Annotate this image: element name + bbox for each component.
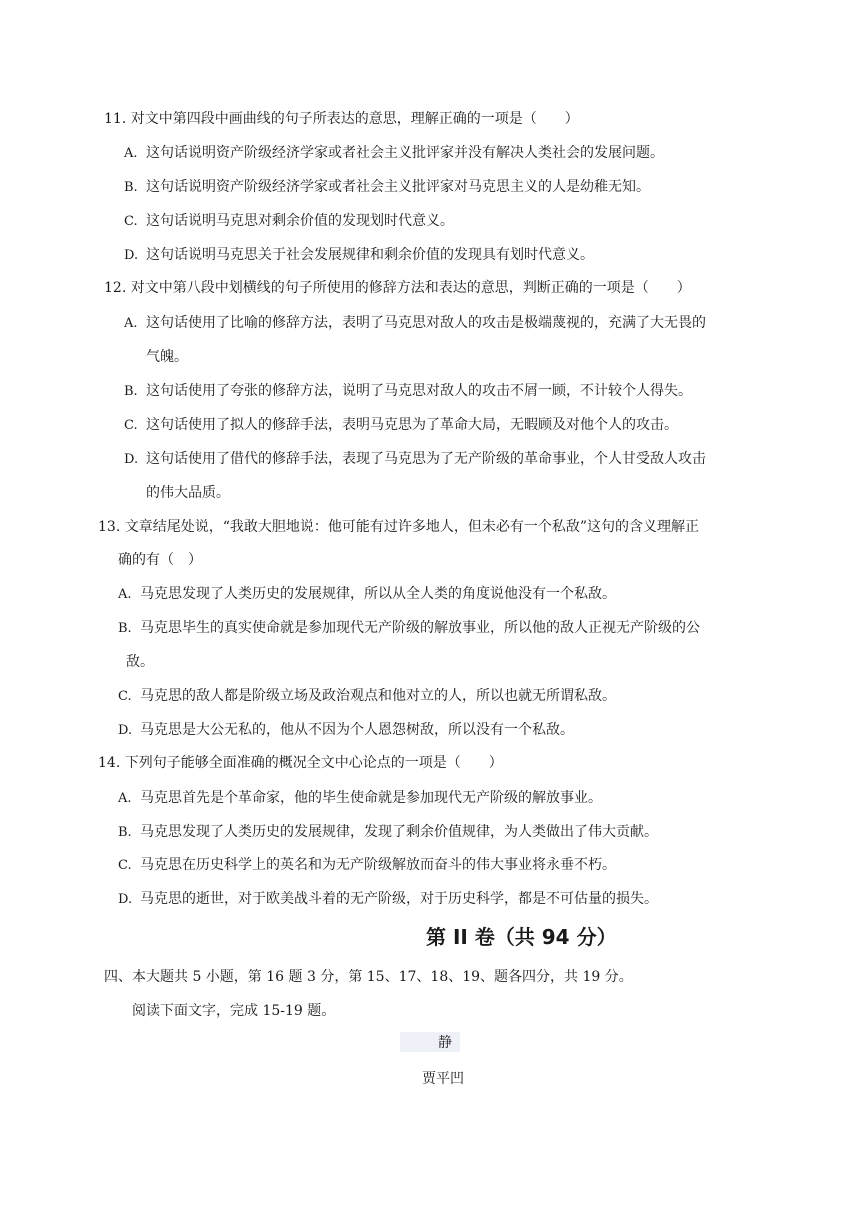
- option-letter: C.: [124, 418, 138, 433]
- question-14-option-d: [118, 882, 758, 917]
- option-letter: B.: [118, 621, 132, 636]
- option-letter: D.: [118, 723, 133, 738]
- question-11-option-d: [124, 238, 764, 273]
- option-text: 马克思在历史科学上的英名和为无产阶级解放而奋斗的伟大事业将永垂不朽。: [140, 857, 616, 873]
- question-13-option-a: [118, 577, 758, 612]
- option-letter: A.: [118, 587, 132, 602]
- question-13-option-d: [118, 713, 758, 748]
- section-heading: 第 II 卷（共 94 分）: [426, 925, 617, 949]
- option-letter: A.: [118, 791, 132, 806]
- option-text: 马克思是大公无私的，他从不因为个人恩怨树敌，所以没有一个私敌。: [140, 722, 574, 738]
- section-four-instructions: 四、本大题共 5 小题，第 16 题 3 分，第 15、17、18、19、题各四分，共 19 分。: [104, 969, 633, 985]
- question-14-option-b: [118, 815, 758, 850]
- option-letter: A.: [124, 316, 138, 331]
- option-text: 这句话说明资产阶级经济学家或者社会主义批评家并没有解决人类社会的发展问题。: [146, 145, 664, 161]
- question-11-option-b: [124, 170, 764, 205]
- question-12-option-d-continuation: 的伟大品质。: [146, 485, 230, 501]
- question-13-stem: 13. 文章结尾处说，“我敢大胆地说：他可能有过许多地人，但未必有一个私敌”这句的含义理解正: [98, 519, 700, 535]
- option-text: 马克思发现了人类历史的发展规律，发现了剩余价值规律，为人类做出了伟大贡献。: [140, 824, 658, 840]
- option-letter: B.: [118, 825, 132, 840]
- option-text: 这句话说明马克思对剩余价值的发现划时代意义。: [146, 213, 454, 229]
- option-letter: D.: [124, 452, 139, 467]
- option-text: 马克思毕生的真实使命就是参加现代无产阶级的解放事业，所以他的敌人正视无产阶级的公: [140, 620, 700, 636]
- option-text: 这句话说明资产阶级经济学家或者社会主义批评家对马克思主义的人是幼稚无知。: [146, 179, 650, 195]
- question-11-option-a: [124, 136, 764, 171]
- question-11-stem: 11. 对文中第四段中画曲线的句子所表达的意思，理解正确的一项是（ ）: [104, 111, 579, 127]
- option-text: 这句话使用了借代的修辞手法，表现了马克思为了无产阶级的革命事业，个人甘受敌人攻击: [146, 451, 706, 467]
- option-text: 这句话说明马克思关于社会发展规律和剩余价值的发现具有划时代意义。: [146, 247, 594, 263]
- option-letter: C.: [118, 689, 132, 704]
- question-12-option-c: [124, 408, 764, 443]
- option-letter: A.: [124, 146, 138, 161]
- option-text: 这句话使用了比喻的修辞方法，表明了马克思对敌人的攻击是极端蔑视的，充满了大无畏的: [146, 315, 706, 331]
- question-12-option-a-continuation: 气魄。: [146, 349, 188, 365]
- question-14-stem: 14. 下列句子能够全面准确的概况全文中心论点的一项是（ ）: [98, 755, 503, 771]
- question-13-stem-continuation: 确的有（ ）: [118, 552, 202, 568]
- question-13-option-c: [118, 679, 758, 714]
- question-12-option-d: [124, 442, 764, 477]
- option-text: 马克思的敌人都是阶级立场及政治观点和他对立的人，所以也就无所谓私敌。: [140, 688, 616, 704]
- option-letter: C.: [118, 858, 132, 873]
- passage-author: 贾平凹: [422, 1071, 464, 1087]
- question-12-option-a: [124, 306, 764, 341]
- option-letter: B.: [124, 180, 138, 195]
- passage-title: 静: [438, 1035, 452, 1051]
- question-11-option-c: [124, 204, 764, 239]
- reading-instruction: 阅读下面文字，完成 15-19 题。: [132, 1003, 336, 1019]
- option-letter: B.: [124, 384, 138, 399]
- question-14-option-a: [118, 781, 758, 816]
- question-12-option-b: [124, 374, 764, 409]
- question-13-option-b: [118, 611, 758, 646]
- option-letter: C.: [124, 214, 138, 229]
- option-text: 马克思首先是个革命家，他的毕生使命就是参加现代无产阶级的解放事业。: [140, 790, 602, 806]
- option-text: 这句话使用了拟人的修辞手法，表明马克思为了革命大局，无暇顾及对他个人的攻击。: [146, 417, 678, 433]
- question-12-stem: 12. 对文中第八段中划横线的句子所使用的修辞方法和表达的意思，判断正确的一项是（ ）: [104, 280, 691, 296]
- question-13-option-b-continuation: 敌。: [126, 654, 154, 670]
- option-text: 这句话使用了夸张的修辞方法，说明了马克思对敌人的攻击不屑一顾，不计较个人得失。: [146, 383, 692, 399]
- option-letter: D.: [124, 248, 139, 263]
- option-text: 马克思的逝世，对于欧美战斗着的无产阶级，对于历史科学，都是不可估量的损失。: [140, 891, 658, 907]
- question-14-option-c: [118, 848, 758, 883]
- option-letter: D.: [118, 892, 133, 907]
- option-text: 马克思发现了人类历史的发展规律，所以从全人类的角度说他没有一个私敌。: [140, 586, 616, 602]
